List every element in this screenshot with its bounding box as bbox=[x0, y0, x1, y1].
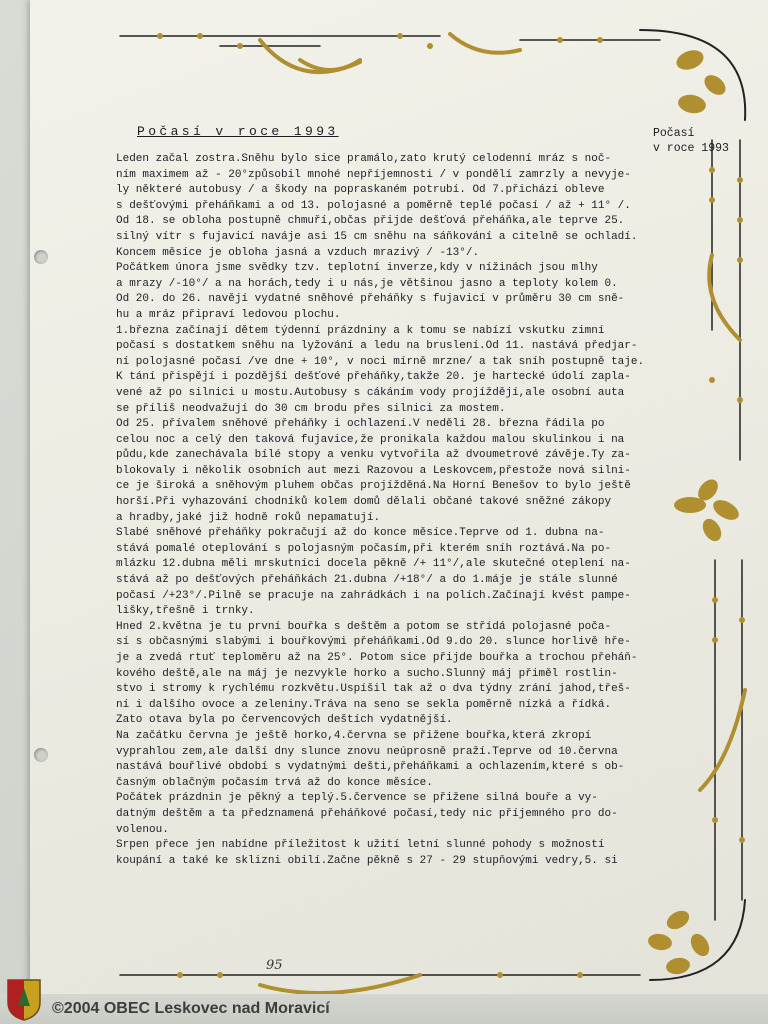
text-line: Srpen přece jen nabídne příležitost k užití letní slunné pohody s možností bbox=[116, 839, 605, 852]
text-line: sí s občasnými slabými i bouřkovými přeháňkami.Od 9.do 20. slunce horlivě hře- bbox=[116, 636, 631, 649]
text-line: Slabé sněhové přeháňky pokračují až do konce měsíce.Teprve od 1. dubna na- bbox=[116, 527, 605, 540]
text-line: Počátkem února jsme svědky tzv. teplotní inverze,kdy v nížinách jsou mlhy bbox=[116, 262, 598, 275]
text-line: 1.března začínají dětem týdenní prázdniny a k tomu se nabízí vskutku zimní bbox=[116, 324, 605, 337]
text-line: ní i dalšího ovoce a zeleniny.Tráva na seno se sekla poměrně nízká a řídká. bbox=[116, 698, 612, 711]
text-line: počasí /+23°/.Pilně se pracuje na zahrádkách i na polích.Začínají kvést pampe- bbox=[116, 589, 631, 602]
text-line: Zato otava byla po červencových deštích vydatnější. bbox=[116, 714, 453, 727]
text-line: Na začátku června je ještě horko,4.června se přižene bouřka,která zkropí bbox=[116, 729, 592, 742]
copyright-text: ©2004 OBEC Leskovec nad Moravicí bbox=[52, 1000, 330, 1017]
text-line: celou noc a celý den taková fujavice,že pronikala každou malou skulinkou i na bbox=[116, 433, 625, 446]
text-line: časným oblačným počasím trvá až do konce měsíce. bbox=[116, 776, 433, 789]
text-line: ním maximem až - 20°způsobil mnohé nepříjemnosti / v pondělí zamrzly a nevyje- bbox=[116, 168, 631, 181]
text-line: ly některé autobusy / a škody na popraskaném potrubí. Od 7.přichází obleve bbox=[116, 184, 605, 197]
text-line: Počátek prázdnin je pěkný a teplý.5.července se přižene silná bouře a vy- bbox=[116, 792, 598, 805]
text-line: vené až po silnici u mostu.Autobusy s cákáním vody projíždějí,ale osobní auta bbox=[116, 386, 625, 399]
text-line: Od 18. se obloha postupně chmuří,občas přijde dešťová přeháňka,ale teprve 25. bbox=[116, 215, 625, 228]
text-line: Koncem měsíce je obloha jasná a vzduch mrazivý / -13°/. bbox=[116, 246, 480, 259]
margin-title-line: Počasí bbox=[653, 127, 695, 140]
text-line: a mrazy /-10°/ a na horách,tedy i u nás,je většinou jasno a teploty kolem 0. bbox=[116, 277, 618, 290]
text-line: stává pomalé oteplování s polojasným počasím,při kterém sníh roztává.Na po- bbox=[116, 542, 612, 555]
margin-title bbox=[653, 126, 763, 156]
text-line: Od 20. do 26. navějí vydatné sněhové přeháňky s fujavicí v průměru 30 cm sně- bbox=[116, 293, 625, 306]
text-line: mlázku 12.dubna měli mrskutníci docela pěkně /+ 11°/,ale skutečné oteplení na- bbox=[116, 558, 631, 571]
text-line: blokovaly i několik osobních aut mezi Razovou a Leskovcem,přestože nová silni- bbox=[116, 464, 631, 477]
text-line: koupání a také ke sklizni obilí.Začne pěkně s 27 - 29 stupňovými vedry,5. si bbox=[116, 854, 618, 867]
text-line: silný vítr s fujavicí naváje asi 15 cm sněhu na sáňkování a citelně se ochladí. bbox=[116, 230, 638, 243]
text-line: stvo i stromy k rychlému rozkvětu.Uspíšil tak až o dva týdny zrání jahod,třeš- bbox=[116, 683, 631, 696]
text-line: ní polojasné počasí /ve dne + 10°, v noci mírně mrzne/ a tak sníh postupně taje. bbox=[116, 355, 645, 368]
document-title: Počasí v roce 1993 bbox=[137, 124, 339, 139]
text-line: a hradby,jaké již hodně roků nepamatují. bbox=[116, 511, 381, 524]
text-line: Leden začal zostra.Sněhu bylo sice pramálo,zato krutý celodenní mráz s noč- bbox=[116, 153, 612, 165]
text-line: půdu,kde zanechávala bílé stopy a venku vytvořila až dvoumetrové závěje.Ty za- bbox=[116, 449, 631, 462]
text-line: ce je široká a sněhovým pluhem občas projížděná.Na Horní Benešov to bylo ještě bbox=[116, 480, 631, 493]
text-line: hu a mráz připraví ledovou plochu. bbox=[116, 308, 341, 321]
document-body bbox=[116, 152, 654, 869]
text-line: nastává bouřlivé období s vydatnými dešti,přeháňkami a ochlazením,které s ob- bbox=[116, 761, 625, 774]
text-line: kového deště,ale na máj je nezvykle horko a sucho.Slunný máj přiměl rostlin- bbox=[116, 667, 618, 680]
text-line: se příliš neodvažují do 30 cm brodu přes silnici za mostem. bbox=[116, 402, 506, 415]
page-number: 95 bbox=[266, 958, 283, 973]
text-line: datným deštěm a ta předznamená přeháňkové počasí,tedy nic příjemného pro do- bbox=[116, 807, 618, 820]
text-line: počasí s dostatkem sněhu na lyžování a ledu na bruslení.Od 11. nastává předjar- bbox=[116, 340, 638, 353]
text-line: vyprahlou zem,ale další dny slunce znovu neúprosně praží.Teprve od 10.června bbox=[116, 745, 618, 758]
text-line: horší.Při vyhazování chodníků kolem domů dělali občané takové sněžné zákopy bbox=[116, 496, 612, 509]
text-line: K tání přispějí i pozdější dešťové přeháňky,takže 20. je hartecké údolí zapla- bbox=[116, 371, 631, 384]
text-line: Hned 2.května je tu první bouřka s deštěm a potom se střídá polojasné poča- bbox=[116, 620, 612, 633]
margin-title-line: v roce 1993 bbox=[653, 142, 729, 155]
text-line: je a zvedá rtuť teploměru až na 25°. Potom sice přijde bouřka a trochou přeháň- bbox=[116, 652, 638, 664]
crest-icon bbox=[4, 976, 44, 1022]
text-line: stává až po dešťových přeháňkách 21.dubna /+18°/ a do 1.máje je stále slunné bbox=[116, 574, 618, 587]
text-line: s dešťovými přeháňkami a od 13. polojasné a poměrně teplé počasí / až + 11° /. bbox=[116, 199, 631, 212]
text-line: Od 25. přívalem sněhové přeháňky i ochlazení.V neděli 28. března řádila po bbox=[116, 418, 605, 431]
text-line: lišky,třešně i trnky. bbox=[116, 605, 255, 618]
text-line: volenou. bbox=[116, 823, 169, 836]
